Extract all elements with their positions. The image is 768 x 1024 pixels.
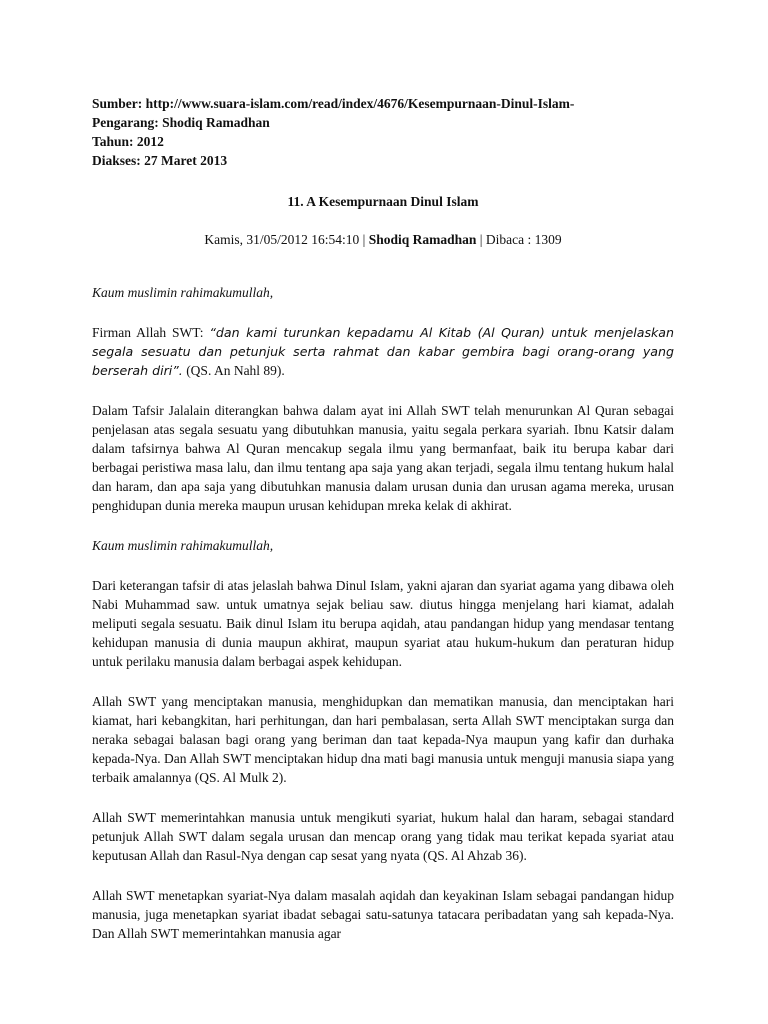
firman-quote: “dan kami turunkan kepadamu Al Kitab (Al Quran) untuk menjelaskan segala sesuatu dan petunjuk serta rahmat dan kabar gembira bagi orang-orang yang berserah diri”. [92,325,674,378]
byline-date: Kamis, 31/05/2012 16:54:10 | [204,232,369,247]
paragraph-aqidah: Allah SWT menetapkan syariat-Nya dalam masalah aqidah dan keyakinan Islam sebagai pandangan hidup manusia, juga menetapkan syariat ibadat sebagai satu-satunya tatacara peribadatan yang sah kepada-Nya. Dan Allah SWT memerintahkan manusia agar [92,888,674,941]
document-title: 11. A Kesempurnaan Dinul Islam [287,194,479,209]
byline-author: Shodiq Ramadhan [368,232,477,247]
firman-lead: Firman Allah SWT: [92,325,210,340]
paragraph-dinul-islam: Dari keterangan tafsir di atas jelaslah bahwa Dinul Islam, yakni ajaran dan syariat agama yang dibawa oleh Nabi Muhammad saw. untuk umatnya sejak beliau saw. diutus hingga menjelang hari kiamat, adalah meliputi segala sesuatu. Baik dinul Islam itu berupa aqidah, atau pandangan hidup yang mendasar tentang kehidupan manusia di dunia maupun akhirat, maupun syariat atau hukum-hukum dan peraturan hidup untuk perilaku manusia dalam berbagai aspek kehidupan. [92,578,674,669]
article-body [92,283,674,943]
firman-paragraph [92,323,674,380]
source-line: Sumber: http://www.suara-islam.com/read/index/4676/Kesempurnaan-Dinul-Islam- [92,96,575,111]
accessed-line: Diakses: 27 Maret 2013 [92,153,228,168]
paragraph-tafsir: Dalam Tafsir Jalalain diterangkan bahwa dalam ayat ini Allah SWT telah menurunkan Al Quran sebagai penjelasan atas segala sesuatu yang dibutuhkan manusia, yaitu segala perkara syariah. Ibnu Katsir dalam dalam tafsirnya bahwa Al Quran mencakup segala ilmu yang bermanfaat, baik itu berupa kabar dari berbagai peristiwa masa lalu, dan ilmu tentang apa saja yang akan terjadi, segala ilmu tentang hukum halal dan haram, dan apa saja yang dibutuhkan manusia dalam urusan dunia dan urusan agama mereka, urusan penghidupan dunia mereka maupun urusan kehidupan mreka kelak di akhirat. [92,403,674,513]
byline [92,230,674,249]
paragraph-penciptaan: Allah SWT yang menciptakan manusia, menghidupkan dan mematikan manusia, dan menciptakan hari kiamat, hari kebangkitan, hari perhitungan, dan hari pembalasan, serta Allah SWT menciptakan surga dan neraka sebagai balasan bagi orang yang beriman dan taat kepada-Nya maupun yang kafir dan durhaka kepada-Nya. Dan Allah SWT menciptakan hidup dna mati bagi manusia untuk menguji manusia siapa yang terbaik amalannya (QS. Al Mulk 2). [92,694,674,785]
paragraph-syariat: Allah SWT memerintahkan manusia untuk mengikuti syariat, hukum halal dan haram, sebagai standard petunjuk Allah SWT dalam segala urusan dan mencap orang yang tidak mau terikat kepada syariat atau keputusan Allah dan Rasul-Nya dengan cap sesat yang nyata (QS. Al Ahzab 36). [92,810,674,863]
author-line: Pengarang: Shodiq Ramadhan [92,115,270,130]
document-page [92,94,674,964]
salutation-2: Kaum muslimin rahimakumullah, [92,538,274,553]
salutation-1: Kaum muslimin rahimakumullah, [92,285,274,300]
year-line: Tahun: 2012 [92,134,164,149]
firman-ref: (QS. An Nahl 89). [182,363,285,378]
byline-views: | Dibaca : 1309 [476,232,562,247]
document-meta [92,94,674,170]
